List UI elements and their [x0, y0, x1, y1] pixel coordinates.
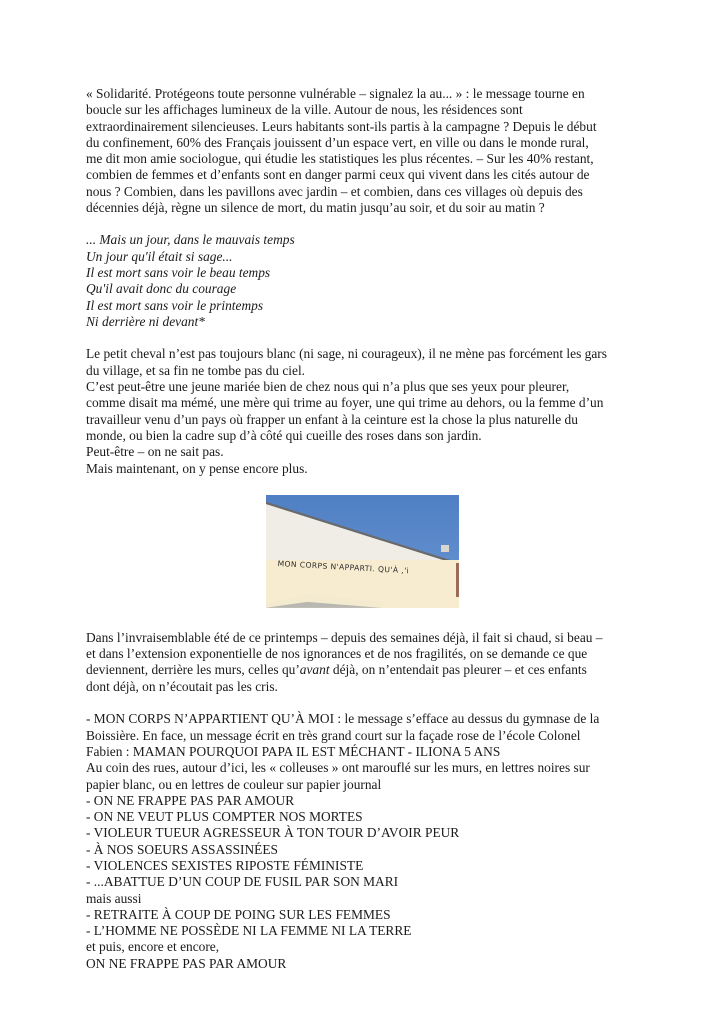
text-line: - MON CORPS N’APPARTIENT QU’À MOI : le message s’efface au dessus du gymnase de la [86, 711, 600, 727]
italic-word: avant [299, 662, 330, 678]
text-line: Fabien : MAMAN POURQUOI PAPA IL EST MÉCHANT - ILIONA 5 ANS [86, 743, 501, 759]
text-line: Mais maintenant, on y pense encore plus. [86, 460, 308, 476]
poem-line: Il est mort sans voir le printemps [86, 297, 264, 313]
paragraph-ete [86, 630, 638, 695]
text-line: et dans l’extension exponentielle de nos ignorances et de nos fragilités, on se demande ce que [86, 646, 588, 662]
text-line: nous ? Combien, dans les pavillons avec jardin – et combien, dans ces villages où depuis des [86, 183, 583, 199]
poem-line: Il est mort sans voir le beau temps [86, 264, 271, 280]
slogan-item: - ON NE VEUT PLUS COMPTER NOS MORTES [86, 809, 363, 825]
text-line: combien de femmes et d’enfants sont en danger parmi ceux qui vivent dans les cités autour de [86, 167, 590, 183]
text-line: monde, ou bien la cadre sup d’à côté qui cueille des roses dans son jardin. [86, 427, 482, 443]
slogan-list [86, 793, 638, 972]
slogan-item: mais aussi [86, 890, 142, 906]
paragraph-petit-cheval [86, 346, 638, 476]
blank-line [86, 695, 638, 711]
slogan-item: - ...ABATTUE D’UN COUP DE FUSIL PAR SON MARI [86, 874, 399, 890]
photo-container [86, 495, 638, 608]
text-line: Peut-être – on ne sait pas. [86, 444, 224, 460]
document-page [86, 86, 638, 972]
blank-line [86, 608, 638, 630]
text-line: comme disait ma mémé, une mère qui trime au foyer, une qui trime au dehors, ou la femme d’un [86, 395, 604, 411]
text-line: Boissière. En face, un message écrit en très grand court sur la façade rose de l’école Colonel [86, 727, 581, 743]
text-line: travailleur venu d’un pays où frapper un enfant à la ceinture est la chose la plus naturelle du [86, 411, 578, 427]
slogan-item: ON NE FRAPPE PAS PAR AMOUR [86, 955, 287, 971]
text-line: Dans l’invraisemblable été de ce printemps – depuis des semaines déjà, il fait si chaud, si beau – [86, 629, 603, 645]
slogan-item: - ON NE FRAPPE PAS PAR AMOUR [86, 792, 295, 808]
slogan-item: et puis, encore et encore, [86, 939, 220, 955]
slogan-item: - À NOS SOEURS ASSASSINÉES [86, 841, 278, 857]
poem-quote [86, 232, 638, 330]
text-line: décennies déjà, règne un silence de mort, du matin jusqu’au soir, et du soir au matin ? [86, 200, 545, 216]
text-span: déjà, on n’entendait pas pleurer – et ces enfants [329, 662, 587, 678]
text-line: me dit mon amie sociologue, qui étudie les statistiques les plus récentes. – Sur les 40% restant, [86, 151, 594, 167]
text-line: Le petit cheval n’est pas toujours blanc (ni sage, ni courageux), il ne mène pas forcément les gars [86, 346, 607, 362]
text-line: du village, et sa fin ne tombe pas du ciel. [86, 362, 306, 378]
slogan-item: - L’HOMME NE POSSÈDE NI LA FEMME NI LA TERRE [86, 923, 412, 939]
text-line: C’est peut-être une jeune mariée bien de chez nous qui n’a plus que ses yeux pour pleurer, [86, 379, 570, 395]
poem-line: Un jour qu'il était si sage... [86, 248, 233, 264]
slogan-item: - VIOLENCES SEXISTES RIPOSTE FÉMINISTE [86, 857, 364, 873]
poem-line: ... Mais un jour, dans le mauvais temps [86, 232, 295, 248]
slogan-item: - RETRAITE À COUP DE POING SUR LES FEMMES [86, 906, 391, 922]
wall-photo [266, 495, 459, 608]
text-line: extraordinairement silencieuses. Leurs habitants sont-ils partis à la campagne ? Depuis le début [86, 118, 597, 134]
text-line: du confinement, 60% des Français jouissent d’un espace vert, en ville ou dans le monde rural, [86, 134, 589, 150]
text-line: « Solidarité. Protégeons toute personne vulnérable – signalez la au... » : le message tourne en [86, 86, 585, 101]
text-line: papier blanc, ou en lettres de couleur sur papier journal [86, 776, 382, 792]
photo-chimney [441, 545, 449, 552]
paragraph-intro [86, 86, 638, 216]
photo-wall-slogan: MON CORPS N'APPARTI. QU'À ,'i [276, 558, 409, 576]
text-span: deviennent, derrière les murs, celles qu’ [86, 662, 300, 678]
text-line: dont déjà, on n’écoutait pas les cris. [86, 678, 278, 694]
slogan-item: - VIOLEUR TUEUR AGRESSEUR À TON TOUR D’AVOIR PEUR [86, 825, 460, 841]
poem-line: Ni derrière ni devant* [86, 313, 205, 329]
paragraph-messages [86, 711, 638, 792]
text-line [86, 662, 638, 678]
poem-line: Qu'il avait donc du courage [86, 281, 237, 297]
blank-line [86, 330, 638, 346]
text-line: Au coin des rues, autour d’ici, les « colleuses » ont marouflé sur les murs, en lettres noires sur [86, 760, 590, 776]
photo-side-strip [456, 563, 459, 597]
text-line: boucle sur les affichages lumineux de la ville. Autour de nous, les résidences sont [86, 102, 523, 118]
